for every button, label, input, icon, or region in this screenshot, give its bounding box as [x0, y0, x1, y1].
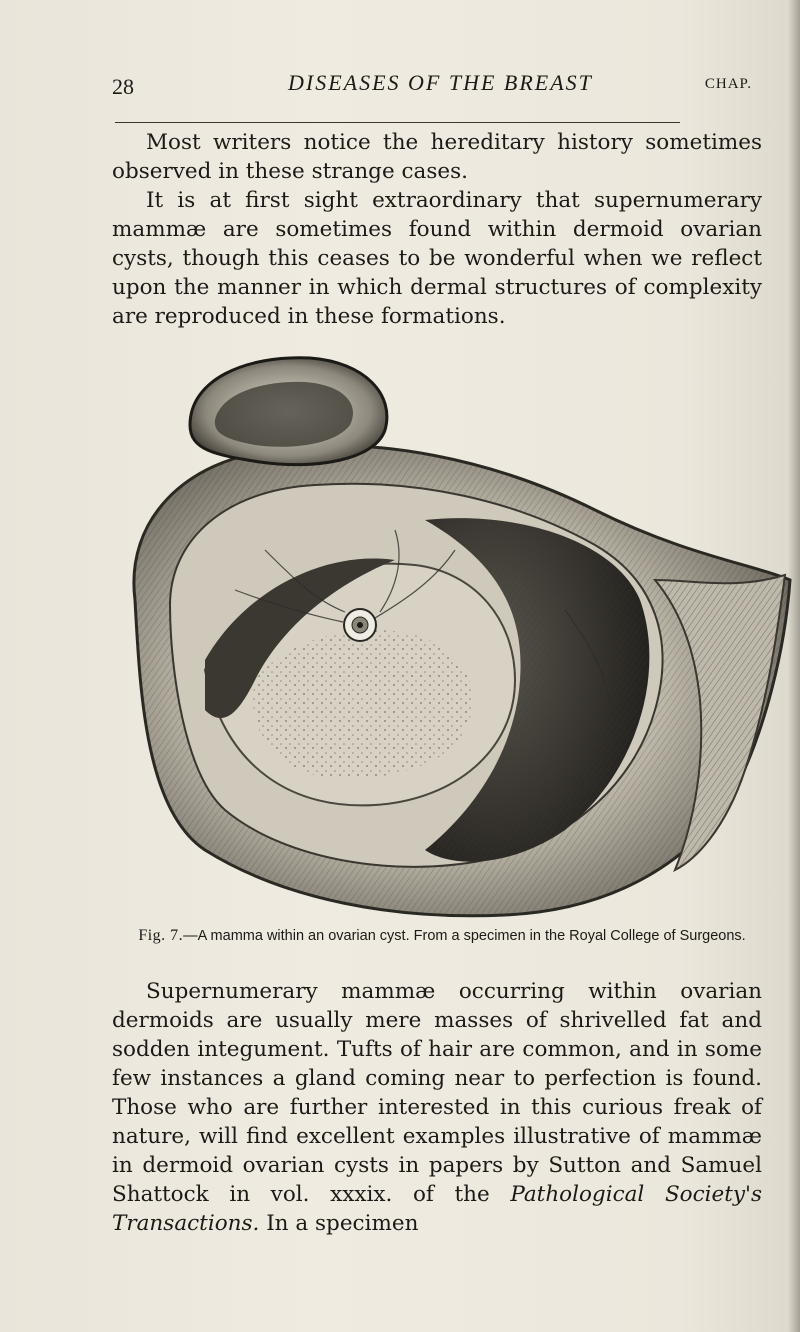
running-title: DISEASES OF THE BREAST	[288, 70, 593, 95]
figure-label: Fig. 7.	[138, 927, 184, 944]
figure-illustration	[95, 350, 795, 920]
paragraph-end-text: In a specimen	[259, 1211, 419, 1236]
running-header	[112, 70, 762, 110]
figure-caption	[112, 926, 772, 946]
bottom-text-block	[112, 977, 762, 1238]
paragraph-continued: Most writers notice the hereditary history sometimes observed in these strange cases.	[112, 130, 762, 184]
header-rule	[115, 122, 680, 123]
top-text-block	[112, 128, 762, 331]
paragraph-start-text: Supernumerary mammæ occurring within ovarian dermoids are usually mere masses of shrivelled fat and sodden integument. Tufts of hair are common, and in some few instances a gland coming near to perfection is found. Those who are further interested in this curious freak of nature, will find excellent examples illustrative of mammæ in dermoid ovarian cysts in papers by Sutton and Samuel Shattock in vol. xxxix. of the	[112, 979, 762, 1207]
paragraph-supernumerary-intro: It is at first sight extraordinary that supernumerary mammæ are sometimes found within dermoid ovarian cysts, though this ceases to be wonderful when we reflect upon the manner in which dermal structures of complexity are reproduced in these formations.	[112, 188, 762, 329]
page-edge-shadow	[788, 0, 800, 1332]
figure-caption-text: —A mamma within an ovarian cyst. From a specimen in the Royal College of Surgeons.	[183, 928, 746, 944]
paragraph-supernumerary-dermoids	[112, 977, 762, 1238]
journal-title: Pathological Society's Transactions.	[112, 1182, 762, 1236]
chapter-label: CHAP.	[704, 76, 752, 92]
page-number: 28	[112, 74, 134, 99]
